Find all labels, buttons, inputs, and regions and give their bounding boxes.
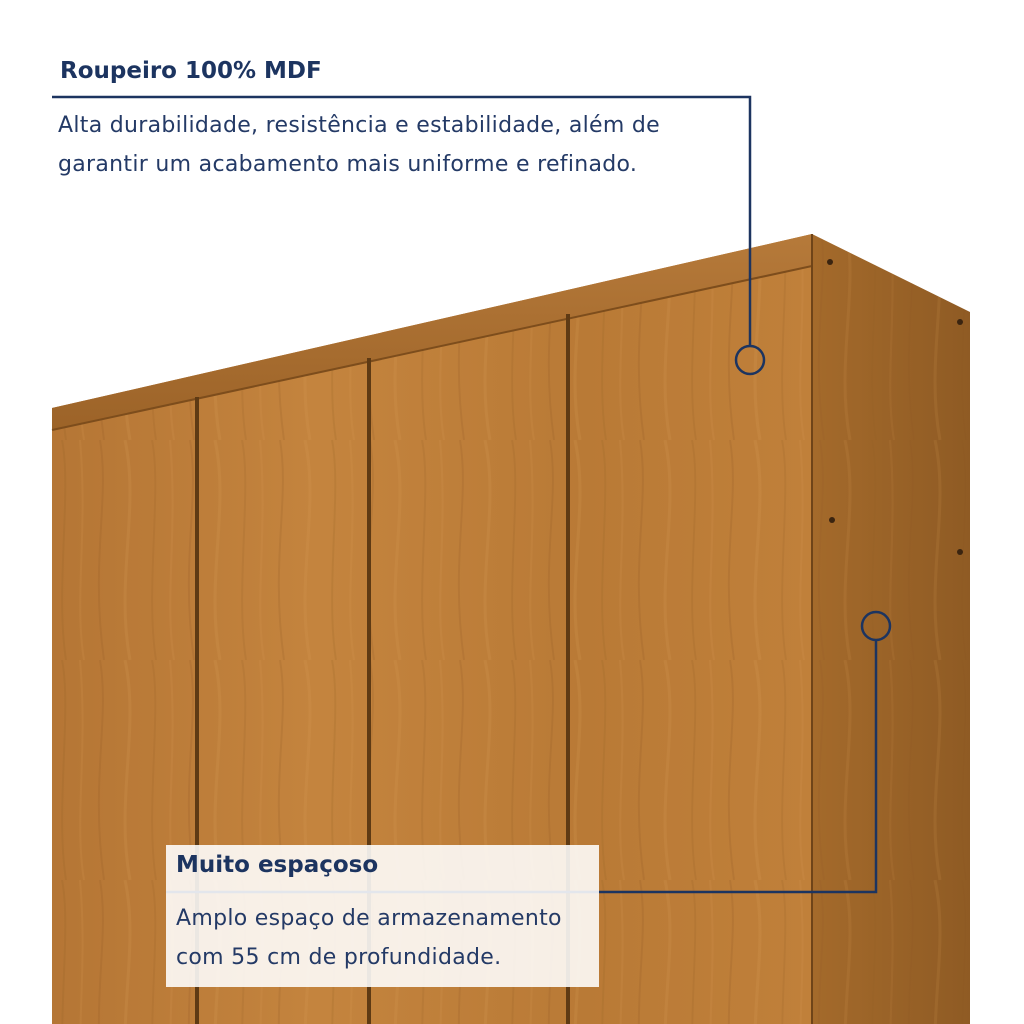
feature-description-line: com 55 cm de profundidade.: [176, 945, 502, 970]
feature-title-space: Muito espaçoso: [176, 852, 379, 878]
feature-description-space: [176, 899, 562, 977]
feature-description-line: Alta durabilidade, resistência e estabilidade, além de: [58, 113, 660, 138]
feature-title-mdf: Roupeiro 100% MDF: [60, 58, 322, 84]
feature-description-mdf: [58, 106, 660, 184]
feature-description-line: garantir um acabamento mais uniforme e refinado.: [58, 152, 638, 177]
feature-description-line: Amplo espaço de armazenamento: [176, 906, 562, 931]
